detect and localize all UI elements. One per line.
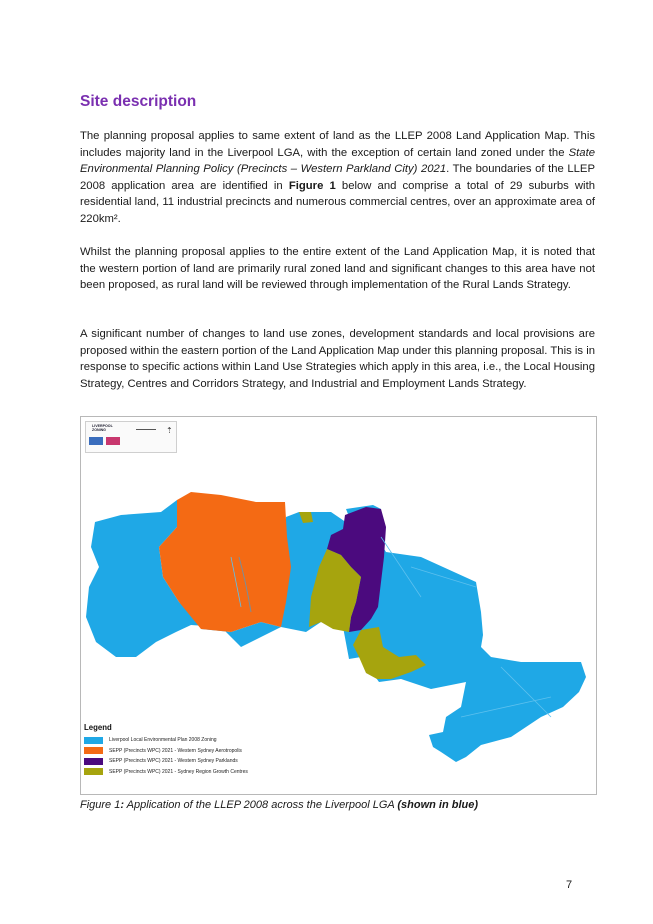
legend-swatch-parklands xyxy=(84,758,103,765)
caption-text: Application of the LLEP 2008 across the Liverpool LGA xyxy=(124,799,398,811)
paragraph-western-portion: Whilst the planning proposal applies to the entire extent of the Land Application Map, it is noted that the western portion of land are primarily rural zoned land and significant changes to this area have not been proposed, as rural land will be reviewed through implementation of the Rural Lands Strategy. xyxy=(80,246,595,292)
p1-text-c: . The boundaries of the LLEP 2008 application area are identified in xyxy=(80,163,595,192)
p1-figure-ref: Figure 1 xyxy=(288,179,336,192)
figure-caption xyxy=(80,799,595,811)
caption-label: Figure 1 xyxy=(80,799,121,811)
p1-text-e: below and comprise a total of 29 suburbs with residential land, 11 industrial precincts and numerous commercial centres, over an approximate area of 220km². xyxy=(80,179,595,225)
paragraph-land-application xyxy=(80,128,595,228)
legend-item-growth-centres xyxy=(84,767,314,778)
legend-item-parklands xyxy=(84,756,314,767)
north-arrow-icon: ⇡ xyxy=(166,426,173,435)
map-title: LIVERPOOL ZONING xyxy=(92,424,113,432)
legend-label-growth-centres: SEPP (Precincts WPC) 2021 - Sydney Region Growth Centres xyxy=(109,768,248,775)
page-number: 7 xyxy=(566,879,573,891)
p1-text-a: The planning proposal applies to same extent of land as the LLEP 2008 Land Application Map. This includes majority land in the Liverpool LGA, with the exception of certain land zoned under the xyxy=(80,130,595,159)
legend-label-parklands: SEPP (Precincts WPC) 2021 - Western Sydney Parklands xyxy=(109,758,238,765)
caption-emphasis: (shown in blue) xyxy=(397,799,479,811)
p1-sepp-title: State Environmental Planning Policy (Precincts – Western Parkland City) 2021 xyxy=(80,146,595,176)
map-legend xyxy=(84,723,314,777)
legend-label-llep: Liverpool Local Environmental Plan 2008 Zoning xyxy=(109,737,217,744)
legend-title: Legend xyxy=(84,723,112,732)
legend-item-aerotropolis xyxy=(84,746,314,757)
caption-colon: : xyxy=(120,799,125,811)
legend-item-llep xyxy=(84,735,314,746)
legend-swatch-aerotropolis xyxy=(84,747,103,754)
legend-label-aerotropolis: SEPP (Precincts WPC) 2021 - Western Sydney Aerotropolis xyxy=(109,747,242,754)
figure-1-map xyxy=(80,416,597,795)
paragraph-eastern-portion: A significant number of changes to land use zones, development standards and local provisions are proposed within the eastern portion of the Land Application Map under this planning proposal. This is in response to specific actions within Land Use Strategies which apply in this area, i.e., the Local Housing Strategy, Centres and Corridors Strategy, and Industrial and Employment Lands Strategy. xyxy=(80,328,595,390)
legend-swatch-llep xyxy=(84,737,103,744)
legend-swatch-growth-centres xyxy=(84,768,103,775)
section-heading: Site description xyxy=(80,93,197,110)
